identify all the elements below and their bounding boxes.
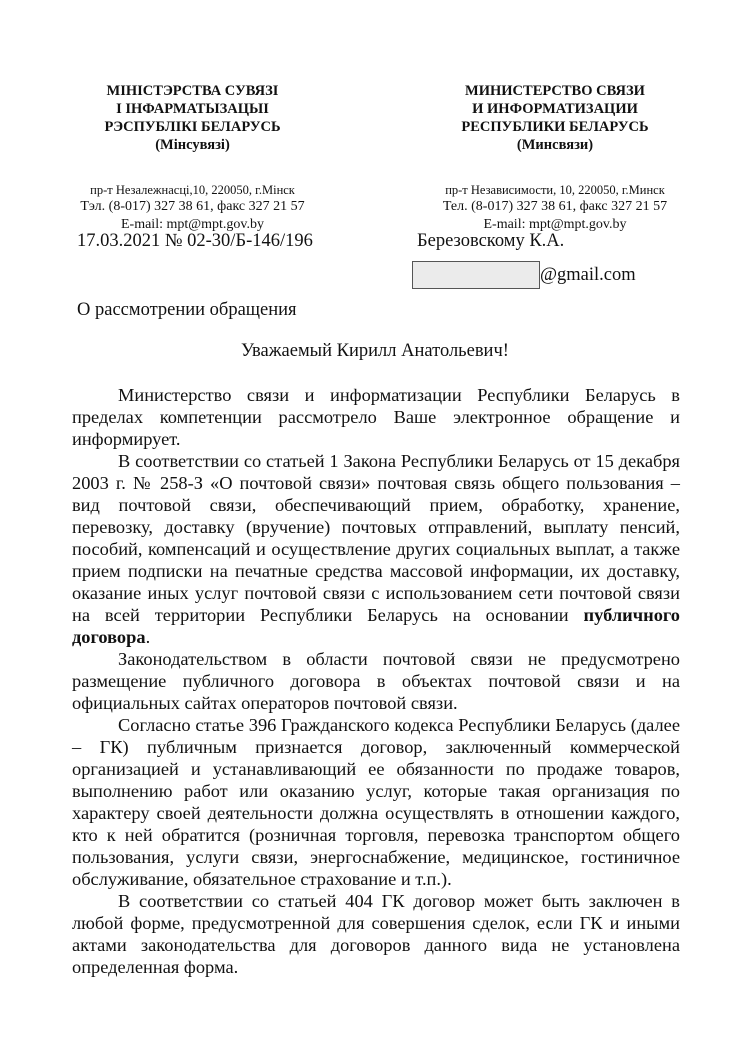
addressee-email — [412, 260, 636, 290]
ministry-line: РЕСПУБЛИКИ БЕЛАРУСЬ — [461, 119, 649, 135]
ministry-line: (Мінсувязі) — [155, 137, 230, 153]
letter-body — [72, 362, 680, 978]
ministry-name-ru — [405, 82, 705, 154]
redacted-box — [412, 261, 540, 289]
letterhead-russian — [405, 82, 705, 234]
salutation: Уважаемый Кирилл Анатольевич! — [241, 341, 509, 361]
ministry-line: МІНІСТЭРСТВА СУВЯЗІ — [106, 83, 279, 99]
ministry-line: І ІНФАРМАТЫЗАЦЫІ — [116, 101, 269, 117]
phone-by: Тэл. (8-017) 327 38 61, факс 327 21 57 — [80, 199, 305, 214]
body-paragraph: В соответствии со статьей 404 ГК договор может быть заключен в любой форме, предусмотренной для совершения сделок, если ГК и иными актами законодательства для договоров данного вида не установлена определенная форма. — [72, 891, 680, 977]
body-paragraph: Законодательством в области почтовой связи не предусмотрено размещение публичного договора в объектах почтовой связи и на официальных сайтах операторов почтовой связи. — [72, 649, 680, 713]
email-by: E-mail: mpt@mpt.gov.by — [120, 217, 265, 232]
bold-term: публичного договора — [72, 605, 680, 647]
body-paragraph: Министерство связи и информатизации Республики Беларусь в пределах компетенции рассмотрело Ваше электронное обращение и информирует. — [72, 385, 680, 449]
paragraph-end: . — [145, 627, 151, 647]
ministry-name-by — [50, 82, 335, 154]
addressee-name: Березовскому К.А. — [417, 231, 565, 251]
ministry-line: (Минсвязи) — [516, 137, 594, 153]
letterhead-belarusian — [50, 82, 335, 234]
phone-ru: Тел. (8-017) 327 38 61, факс 327 21 57 — [442, 199, 668, 214]
email-ru: E-mail: mpt@mpt.gov.by — [483, 217, 627, 232]
ministry-line: И ИНФОРМАТИЗАЦИИ — [472, 101, 638, 117]
address-ru: пр-т Независимости, 10, 220050, г.Минск — [445, 183, 665, 197]
letter-subject: О рассмотрении обращения — [77, 300, 297, 320]
ministry-line: РЭСПУБЛІКІ БЕЛАРУСЬ — [104, 119, 281, 135]
document-reference: 17.03.2021 № 02-30/Б-146/196 — [77, 231, 313, 251]
body-paragraph — [72, 450, 680, 648]
ministry-line: МИНИСТЕРСТВО СВЯЗИ — [465, 83, 645, 99]
address-by: пр-т Незалежнасці,10, 220050, г.Мінск — [90, 183, 295, 197]
body-paragraph: Согласно статье 396 Гражданского кодекса Республики Беларусь (далее – ГК) публичным признается договор, заключенный коммерческой организацией и устанавливающий ее обязанности по продаже товаров, выполнению работ или оказанию услуг, которые такая организация по характеру своей деятельности должна осуществлять в отношении каждого, кто к ней обратится (розничная торговля, перевозка транспортом общего пользования, услуги связи, энергоснабжение, медицинское, гостиничное обслуживание, обязательное страхование и т.п.). — [72, 715, 680, 889]
email-suffix: @gmail.com — [540, 264, 636, 285]
paragraph-text: В соответствии со статьей 1 Закона Республики Беларусь от 15 декабря 2003 г. № 258-З «О почтовой связи» почтовая связь общего пользования – вид почтовой связи, обеспечивающий прием, обработку, хранение, перевозку, доставку (вручение) почтовых отправлений, выплату пенсий, пособий, компенсаций и осуществление других социальных выплат, а также прием подписки на печатные средства массовой информации, их доставку, оказание иных услуг почтовой связи с использованием сети почтовой связи на всей территории Республики Беларусь на основании — [72, 451, 680, 625]
